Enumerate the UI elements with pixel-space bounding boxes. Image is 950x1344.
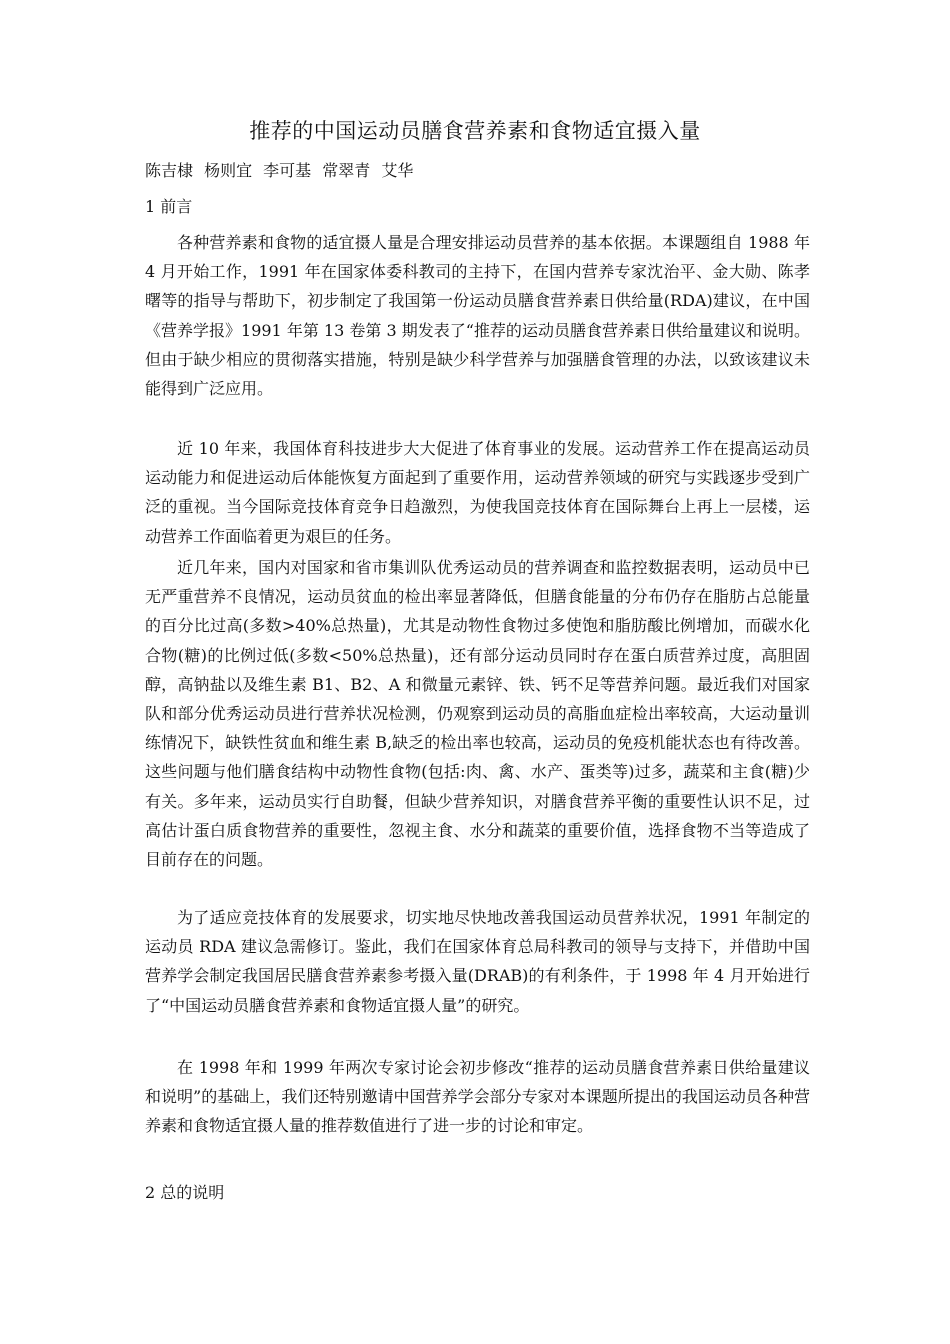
- paragraph: 近几年来，国内对国家和省市集训队优秀运动员的营养调查和监控数据表明，运动员中已无严重营养不良情况，运动员贫血的检出率显著降低，但膳食能量的分布仍存在脂肪占总能量的百分比过高(多数>40%总热量)，尤其是动物性食物过多使饱和脂肪酸比例增加，而碳水化合物(糖)的比例过低(多数<50%总热量)，还有部分运动员同时存在蛋白质营养过度，高胆固醇，高钠盐以及维生素 B1、B2、A 和微量元素锌、铁、钙不足等营养问题。最近我们对国家队和部分优秀运动员进行营养状况检测，仍观察到运动员的高脂血症检出率较高，大运动量训练情况下，缺铁性贫血和维生素 B,缺乏的检出率也较高，运动员的免疫机能状态也有待改善。这些问题与他们膳食结构中动物性食物(包括:肉、禽、水产、蛋类等)过多，蔬菜和主食(糖)少有关。多年来，运动员实行自助餐，但缺少营养知识，对膳食营养平衡的重要性认识不足，过高估计蛋白质食物营养的重要性，忽视主食、水分和蔬菜的重要价值，选择食物不当等造成了目前存在的问题。: [145, 558, 810, 870]
- section-heading-general: 2 总的说明: [145, 1183, 225, 1202]
- paragraph: 为了适应竞技体育的发展要求，切实地尽快地改善我国运动员营养状况，1991 年制定的运动员 RDA 建议急需修订。鉴此，我们在国家体育总局科教司的领导与支持下，并借助中国营养学会制定我国居民膳食营养素参考摄入量(DRAB)的有利条件，于 1998 年 4 月开始进行了“中国运动员膳食营养素和食物适宜摄人量”的研究。: [145, 908, 810, 1015]
- section-heading-preface: 1 前言: [145, 197, 193, 216]
- paragraph: 各种营养素和食物的适宜摄人量是合理安排运动员营养的基本依据。本课题组自 1988 年 4 月开始工作，1991 年在国家体委科教司的主持下，在国内营养专家沈治平、金大勋、陈孝曙等的指导与帮助下，初步制定了我国第一份运动员膳食营养素日供给量(RDA)建议，在中国《营养学报》1991 年第 13 卷第 3 期发表了“推荐的运动员膳食营养素日供给量建议和说明。但由于缺少相应的贯彻落实措施，特别是缺少科学营养与加强膳食管理的办法，以致该建议未能得到广泛应用。: [145, 233, 810, 399]
- author-list: 陈吉棣 杨则宜 李可基 常翠青 艾华: [145, 161, 414, 180]
- paragraph: 近 10 年来，我国体育科技进步大大促进了体育事业的发展。运动营养工作在提高运动员运动能力和促进运动后体能恢复方面起到了重要作用，运动营养领域的研究与实践逐步受到广泛的重视。当今国际竞技体育竞争日趋激烈，为使我国竞技体育在国际舞台上再上一层楼，运动营养工作面临着更为艰巨的任务。: [145, 439, 810, 546]
- document-title: 推荐的中国运动员膳食营养素和食物适宜摄入量: [249, 119, 701, 143]
- paragraph: 在 1998 年和 1999 年两次专家讨论会初步修改“推荐的运动员膳食营养素日供给量建议和说明”的基础上，我们还特别邀请中国营养学会部分专家对本课题所提出的我国运动员各种营养素和食物适宜摄人量的推荐数值进行了进一步的讨论和审定。: [145, 1058, 810, 1136]
